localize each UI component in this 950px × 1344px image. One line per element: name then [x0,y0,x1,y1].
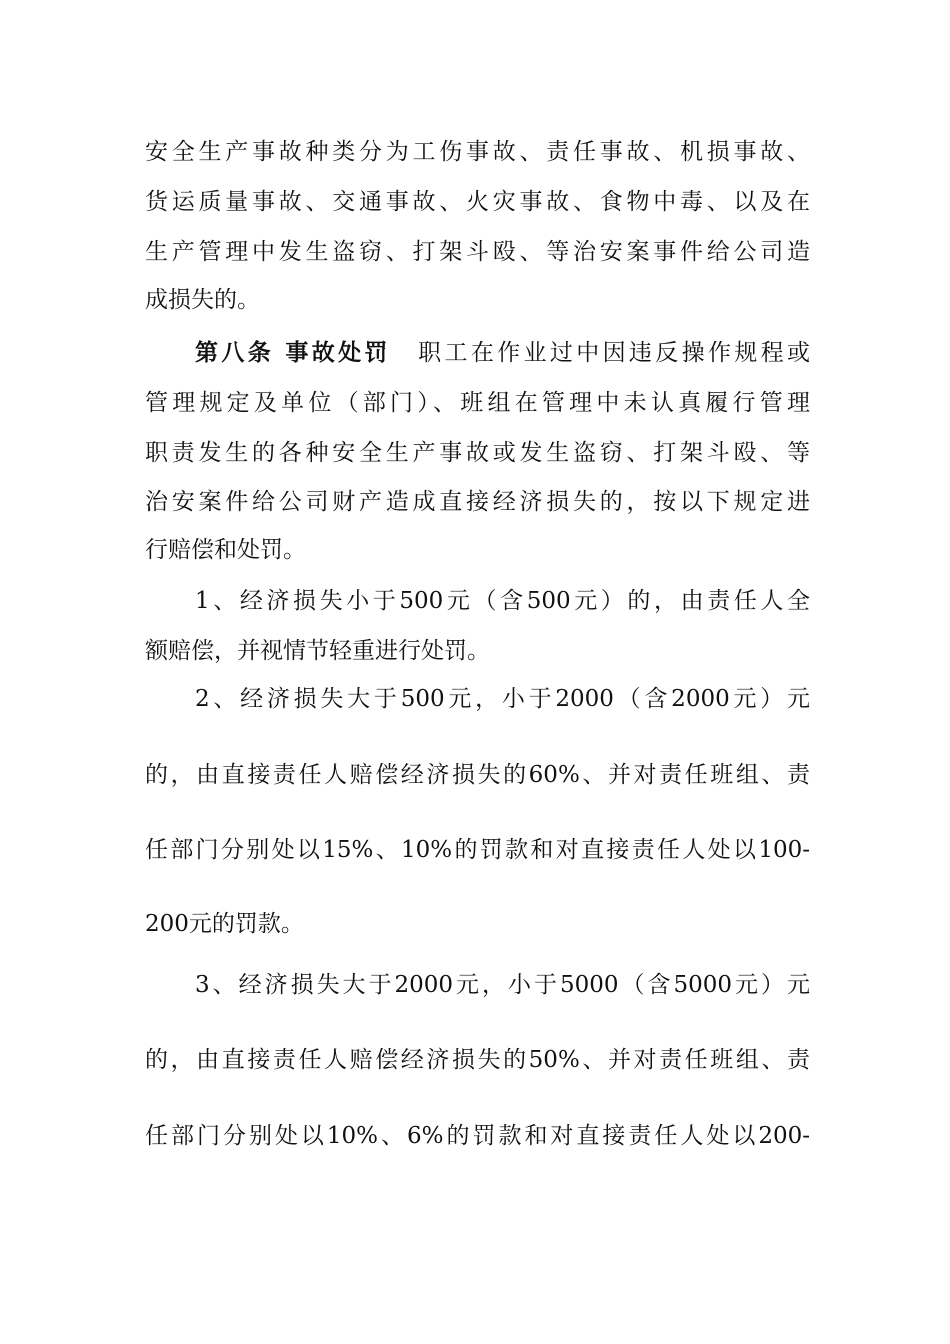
clause-2-line: 200元的罚款。 [145,911,304,937]
paragraph-line: 职责发生的各种安全生产事故或发生盗窃、打架斗殴、等 [145,440,810,466]
clause-3-line: 的，由直接责任人赔偿经济损失的50%、并对责任班组、责 [145,1047,810,1073]
article-8-first-line [195,338,810,368]
paragraph-line: 生产管理中发生盗窃、打架斗殴、等治安案事件给公司造 [145,239,810,265]
article-8-text: 职工在作业过中因违反操作规程或 [414,340,811,366]
clause-3-line: 任部门分别处以10%、6%的罚款和对直接责任人处以200- [145,1123,810,1149]
clause-3-line: 3、经济损失大于2000元，小于5000（含5000元）元 [195,972,810,998]
clause-1-line: 额赔偿，并视情节轻重进行处罚。 [145,638,490,664]
paragraph-line: 治安案件给公司财产造成直接经济损失的，按以下规定进 [145,489,810,515]
paragraph-line: 货运质量事故、交通事故、火灾事故、食物中毒、以及在 [145,189,810,215]
clause-2-line: 任部门分别处以15%、10%的罚款和对直接责任人处以100- [145,837,810,863]
article-8-heading: 第八条 事故处罚 [195,339,391,366]
clause-1-line: 1、经济损失小于500元（含500元）的，由责任人全 [195,588,810,614]
paragraph-line: 成损失的。 [145,287,260,313]
clause-2-line: 的，由直接责任人赔偿经济损失的60%、并对责任班组、责 [145,762,810,788]
paragraph-line: 行赔偿和处罚。 [145,537,306,563]
paragraph-line: 管理规定及单位（部门）、班组在管理中未认真履行管理 [145,390,810,416]
clause-2-line: 2、经济损失大于500元，小于2000（含2000元）元 [195,686,810,712]
paragraph-line: 安全生产事故种类分为工伤事故、责任事故、机损事故、 [145,139,810,165]
